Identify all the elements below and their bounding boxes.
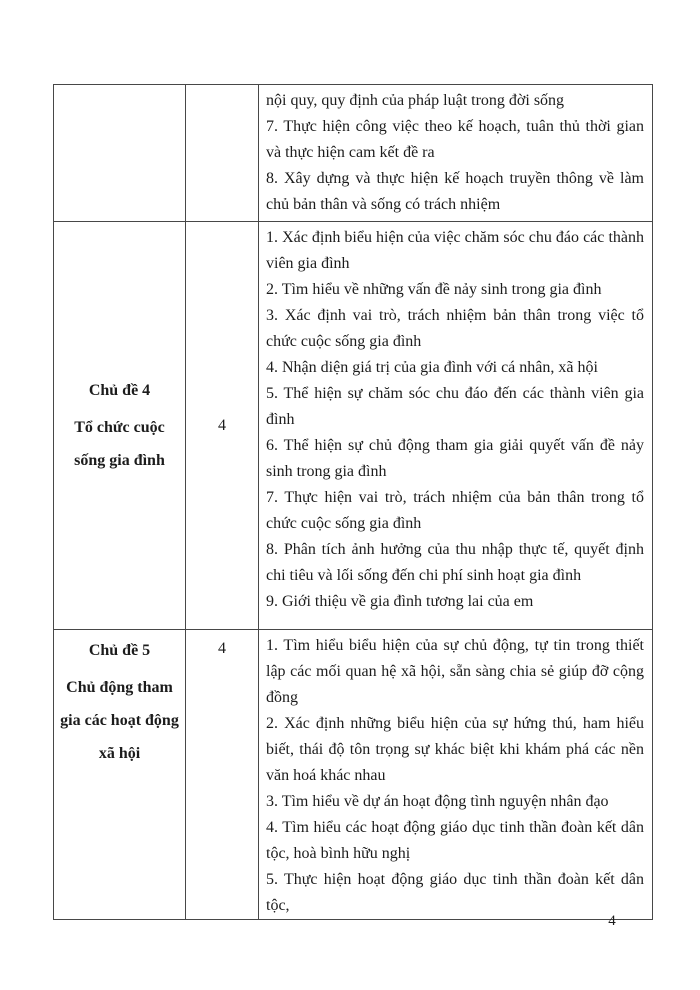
topic-name [59,411,180,477]
content-item: 5. Thể hiện sự chăm sóc chu đáo đến các thành viên gia đình [266,385,644,428]
periods-cell [186,222,259,630]
content-item: 8. Xây dựng và thực hiện kế hoạch truyền thông về làm chủ bản thân và sống có trách nhiệm [266,170,644,213]
table-row-continuation [54,85,653,222]
content-item: 2. Tìm hiểu về những vấn đề nảy sinh trong gia đình [266,281,602,298]
topic-name-line: Chủ động tham [66,679,173,696]
content-cell [259,85,653,222]
topic-title: Chủ đề 4 [88,382,151,399]
topic-name-line: Tổ chức cuộc [74,419,165,436]
content-item: 3. Tìm hiểu về dự án hoạt động tình nguyện nhân đạo [266,793,609,810]
periods-value: 4 [218,640,226,657]
topic-cell [54,222,186,630]
content-item: nội quy, quy định của pháp luật trong đời sống [266,92,565,109]
content-item: 7. Thực hiện công việc theo kế hoạch, tuân thủ thời gian và thực hiện cam kết đề ra [266,118,644,161]
content-item: 7. Thực hiện vai trò, trách nhiệm của bản thân trong tổ chức cuộc sống gia đình [266,489,644,532]
topic-cell [54,630,186,920]
content-item: 6. Thể hiện sự chủ động tham gia giải quyết vấn đề nảy sinh trong gia đình [266,437,644,480]
content-item: 5. Thực hiện hoạt động giáo dục tinh thần đoàn kết dân tộc, [266,871,644,914]
content-item: 1. Tìm hiểu biểu hiện của sự chủ động, tự tin trong thiết lập các mối quan hệ xã hội, sẵn sàng chia sẻ giúp đỡ cộng đồng [266,637,644,706]
topic-title: Chủ đề 5 [88,642,151,659]
content-item: 9. Giới thiệu về gia đình tương lai của em [266,593,534,610]
content-item: 4. Nhận diện giá trị của gia đình với cá nhân, xã hội [266,359,598,376]
page-number: 4 [608,913,616,929]
content-item: 3. Xác định vai trò, trách nhiệm bản thân trong việc tổ chức cuộc sống gia đình [266,307,644,350]
topic-name [59,671,180,770]
curriculum-table [53,84,653,920]
table-row-topic4 [54,222,653,630]
topic-name-line: gia các hoạt động [60,712,179,729]
content-cell [259,630,653,920]
content-item: 8. Phân tích ảnh hưởng của thu nhập thực tế, quyết định chi tiêu và lối sống đến chi phí sinh hoạt gia đình [266,541,644,584]
content-item: 2. Xác định những biểu hiện của sự hứng thú, ham hiểu biết, thái độ tôn trọng sự khác biệt khi khám phá các nền văn hoá khác nhau [266,715,644,784]
content-cell [259,222,653,630]
topic-cell [54,85,186,222]
content-item: 1. Xác định biểu hiện của việc chăm sóc chu đáo các thành viên gia đình [266,229,644,272]
table-row-topic5 [54,630,653,920]
periods-cell [186,630,259,920]
content-item: 4. Tìm hiểu các hoạt động giáo dục tinh thần đoàn kết dân tộc, hoà bình hữu nghị [266,819,644,862]
topic-name-line: sống gia đình [74,452,165,469]
periods-value: 4 [218,416,226,434]
topic-name-line: xã hội [98,745,141,762]
periods-cell [186,85,259,222]
